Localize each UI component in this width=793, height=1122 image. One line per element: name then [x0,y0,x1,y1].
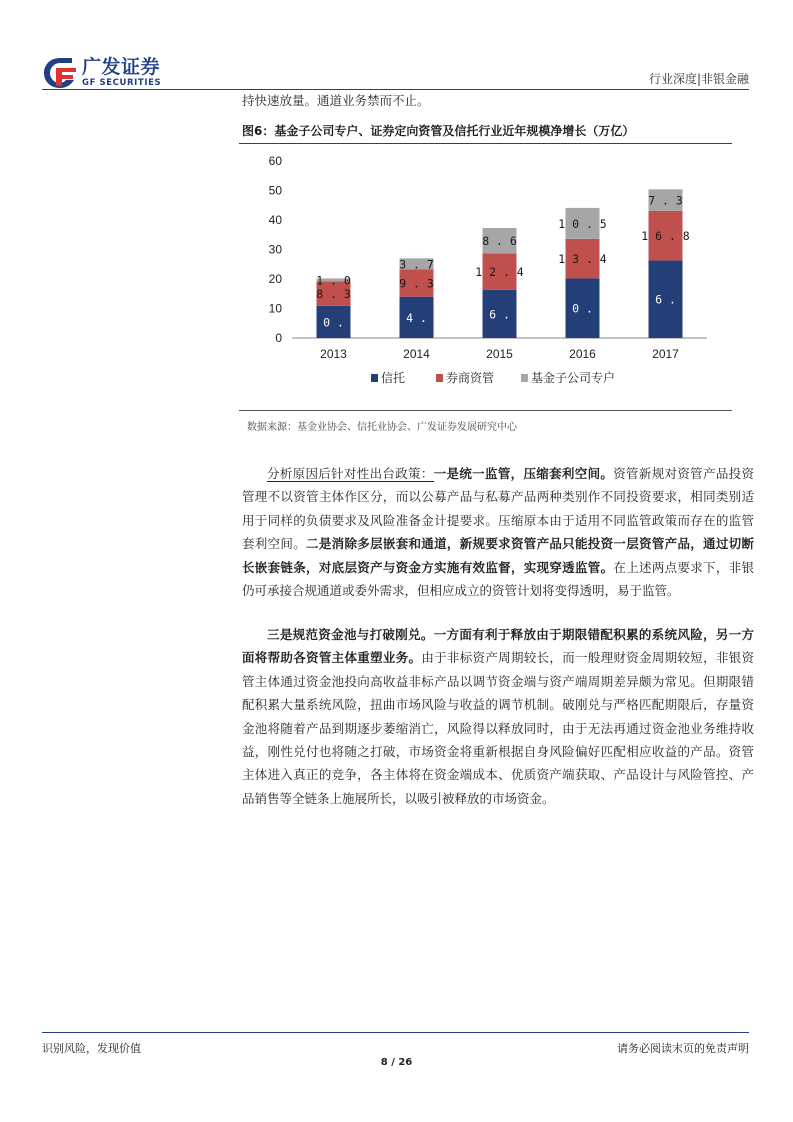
paragraph-2 [242,623,754,810]
paragraph-1 [242,462,754,602]
data-label: 1 4 . 0 [392,310,441,325]
legend-swatch [436,374,443,382]
x-tick-label: 2013 [320,347,347,361]
report-category: 行业深度|非银金融 [648,72,749,86]
data-label: 1 6 . 3 [475,307,524,322]
data-label: 1 3 . 4 [558,252,607,267]
figure-bottom-rule [239,410,732,411]
y-tick-label: 10 [268,301,282,316]
para1-bold-1: 一是统一监管，压缩套利空间。 [433,466,614,481]
para2-text-1: 由于非标资产周期较长，而一般理财资金周期较短，非银资管主体通过资金池投向高收益非标产品以调节资金端与资产端周期差异颇为常见。但期限错配积累大量系统风险，扭曲市场风险与收益的调节机制。破刚兑与严格匹配期限后，存量资金池将随着产品到期逐步萎缩消亡，风险得以释放同时，由于无法再通过资金池业务维持收益，刚性兑付也将随之打破，市场资金将重新根据自身风险偏好匹配相应收益的产品。资管主体进入真正的竞争，各主体将在资金端成本、优质资产端获取、产品设计与风险管控、产品销售等全链条上施展所长，以吸引被释放的市场资金。 [242,650,754,806]
logo-text-cn: 广发证券 [82,56,161,78]
legend-swatch [371,374,378,382]
data-label: 2 6 . 3 [641,292,690,307]
lead-text: 持快速放量。通道业务禁而不止。 [242,93,430,108]
data-label: 8 . 6 [482,234,517,249]
x-tick-label: 2014 [403,347,430,361]
figure-top-rule [239,143,732,144]
data-label: 7 . 3 [648,193,683,208]
footer-divider [42,1032,749,1033]
para1-bold-2: 二是消除多层嵌套和通道，新规要求资管产品只能投资一层资管产品，通过切断长嵌套链条，对底层资产与资金方实施有效监督，实现穿透监管。 [242,536,754,575]
data-label: 9 . 3 [399,276,434,291]
data-label: 1 6 . 8 [641,229,690,244]
data-label: 1 . 0 [316,273,351,288]
para2-bold-1: 三是规范资金池与打破刚兑。一方面有利于释放由于期限错配积累的系统风险，另一方面将帮助各资管主体重塑业务。 [242,627,754,666]
y-tick-label: 40 [268,213,282,227]
para1-lead: 分析原因后针对性出台政策： [267,466,434,481]
y-tick-label: 50 [268,183,282,198]
y-tick-label: 20 [268,272,282,286]
para1-text-1: 资管新规对资管产品投资管理不以资管主体作区分，而以公募产品与私募产品两种类别作不同投资要求，相同类别适用于同样的负债要求及风险准备金计提要求。压缩原本由于适用不同监管政策而存在的监管套利空间。 [242,466,754,552]
y-tick-label: 0 [275,331,282,345]
footer-disclaimer: 请务必阅读末页的免责声明 [617,1042,749,1055]
data-label: 1 0 . 9 [309,315,358,330]
x-tick-label: 2016 [569,347,596,361]
data-label: 8 . 3 [316,287,351,302]
stacked-bar-chart [239,146,732,408]
gf-logo-icon [42,56,78,90]
data-label: 3 . 7 [399,257,434,272]
page-number: 8 / 26 [380,1057,413,1068]
figure-title: 图6：基金子公司专户、证券定向资管及信托行业近年规模净增长（万亿） [242,124,635,138]
x-tick-label: 2015 [486,347,513,361]
y-tick-label: 30 [268,242,282,257]
logo-text-en: GF SECURITIES [82,78,162,88]
para1-text-2: 在上述两点要求下，非银仍可承接合规通道或委外需求，但相应成立的资管计划将变得透明，易于监管。 [242,559,754,599]
chart-svg [239,146,732,408]
data-label: 1 0 . 5 [558,216,607,231]
legend-label: 基金子公司专户 [531,371,616,385]
footer-slogan: 识别风险，发现价值 [42,1042,141,1055]
header-divider [42,89,749,90]
data-label: 2 0 . 2 [558,301,607,316]
y-tick-label: 60 [268,154,282,168]
figure-source: 数据来源：基金业协会、信托业协会、广发证券发展研究中心 [247,422,517,433]
data-label: 1 2 . 4 [475,265,524,280]
legend-label: 信托 [381,371,406,385]
x-tick-label: 2017 [652,347,679,361]
legend-swatch [521,374,528,382]
legend-label: 券商资管 [446,371,495,385]
